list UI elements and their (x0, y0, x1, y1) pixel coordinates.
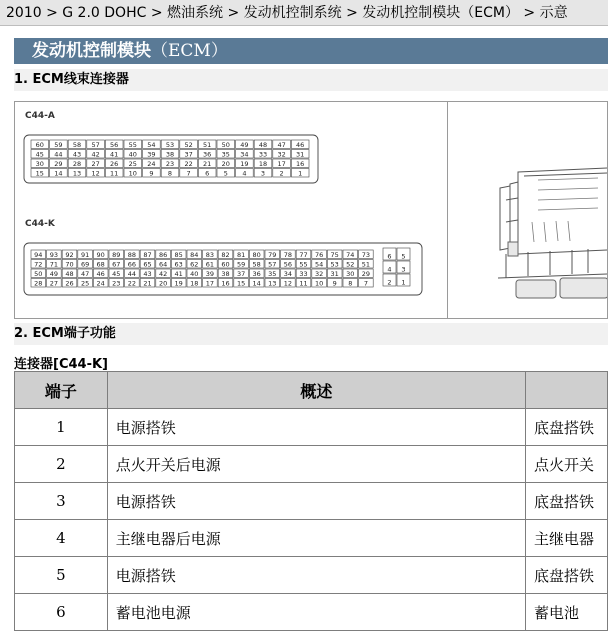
table-row (15, 594, 608, 631)
connector-heading: 连接器[C44-K] (14, 357, 108, 372)
connector-k-pin-number: 62 (190, 260, 199, 269)
connector-k-pin-number: 56 (283, 260, 293, 269)
connector-k-pin-number: 32 (314, 270, 324, 278)
page-title-text: 发动机控制模块 (32, 41, 151, 61)
connector-a-pin-number: 20 (221, 160, 230, 168)
section-ecm-terminal-function-title: 2. ECM端子功能 (14, 326, 116, 341)
connector-a-pin-number: 15 (35, 169, 44, 178)
connector-a-pin-number: 58 (72, 141, 82, 149)
connector-a-pin-number: 9 (149, 169, 154, 178)
connector-k-pin-number: 34 (283, 270, 293, 278)
connector-k-pin-number: 77 (299, 251, 308, 259)
section-ecm-connector-title: 1. ECM线束连接器 (14, 72, 129, 87)
connector-a-pin-number: 30 (35, 160, 44, 168)
connector-k-pin-number: 11 (299, 279, 308, 288)
connector-k-pin-number: 47 (80, 270, 90, 278)
connector-a-label: C44-A (25, 111, 55, 121)
connector-a-pin-number: 10 (128, 169, 137, 178)
cell-pin: 2 (15, 446, 108, 483)
connector-a-pin-number: 29 (54, 160, 63, 168)
cell-connection: 底盘搭铁 (526, 409, 608, 446)
connector-k-pin-number: 81 (236, 251, 246, 259)
connector-a-pin-number: 50 (221, 141, 230, 149)
connector-k-pin-number: 43 (143, 270, 152, 278)
connector-a-pin-number: 19 (240, 160, 249, 168)
connector-k-pin-number: 89 (112, 251, 121, 259)
connector-a-pin-number: 17 (277, 160, 286, 168)
connector-a-pin-number: 37 (184, 150, 193, 159)
connector-k-pin-number: 39 (205, 270, 215, 278)
connector-k-side-pin-number: 2 (387, 278, 392, 287)
connector-a-pin-number: 51 (203, 141, 212, 149)
connector-k-pin-number: 42 (158, 270, 168, 278)
connector-a-pin-number: 18 (258, 160, 268, 168)
connector-a-pin-number: 54 (147, 141, 156, 149)
connector-k-pin-number: 15 (236, 279, 246, 288)
cell-pin: 4 (15, 520, 108, 557)
connector-a-pin-number: 45 (35, 150, 44, 159)
connector-a-pin-number: 53 (165, 141, 175, 149)
page-title-paren: （ECM） (151, 41, 228, 61)
connector-k-pin-number: 33 (299, 270, 308, 278)
connector-k-pin-number: 31 (330, 270, 339, 278)
connector-k-pin-number: 23 (112, 279, 121, 288)
connector-a-pin-number: 32 (277, 150, 286, 159)
connector-k-pin-number: 38 (221, 270, 230, 278)
connector-k-pin-number: 68 (96, 260, 105, 269)
connector-a-pin-number: 35 (221, 150, 230, 159)
connector-k-pin-number: 72 (34, 260, 43, 269)
cell-connection: 蓄电池 (526, 594, 608, 631)
table-row (15, 557, 608, 594)
connector-k-pin-number: 41 (174, 270, 183, 278)
header-description: 概述 (107, 372, 525, 409)
connector-k-pin-number: 30 (346, 270, 355, 278)
cell-connection: 底盘搭铁 (526, 557, 608, 594)
connector-k-pin-number: 19 (174, 279, 183, 288)
connector-a-pin-number: 11 (110, 169, 119, 178)
cell-connection: 点火开关 (526, 446, 608, 483)
connector-k-label: C44-K (25, 219, 55, 229)
connector-k-pin-number: 71 (49, 260, 59, 269)
cell-description: 电源搭铁 (107, 557, 525, 594)
connector-k-pin-number: 59 (236, 260, 246, 269)
connector-k-pin-number: 60 (221, 260, 230, 269)
connector-k-pin-number: 50 (34, 270, 43, 278)
connector-k-pin-number: 45 (112, 270, 121, 278)
connector-k-side-pin-number: 6 (387, 252, 392, 261)
connector-a-pin-number: 21 (203, 160, 212, 168)
connector-k-pin-number: 10 (314, 279, 324, 288)
connector-a-pin-number: 7 (186, 169, 191, 178)
connector-k-pin-number: 48 (65, 270, 74, 278)
connector-k-pin-number: 13 (268, 279, 277, 288)
cell-pin: 6 (15, 594, 108, 631)
connector-a-pin-number: 5 (223, 169, 228, 178)
connector-a-pin-number: 25 (128, 160, 137, 168)
connector-k-pin-number: 78 (283, 251, 293, 259)
connector-k-pin-number: 26 (65, 279, 74, 288)
connector-a-pin-number: 24 (147, 160, 156, 168)
cell-pin: 3 (15, 483, 108, 520)
table-row (15, 483, 608, 520)
cell-connection: 主继电器 (526, 520, 608, 557)
connector-k-pin-number: 18 (190, 279, 199, 288)
connector-a-pin-number: 33 (258, 150, 268, 159)
breadcrumb: 2010 > G 2.0 DOHC > 燃油系统 > 发动机控制系统 > 发动机控制模块（ECM） > 示意 (0, 0, 608, 26)
connector-a-pin-number: 57 (91, 141, 100, 149)
connector-k-pin-number: 12 (283, 279, 293, 288)
connector-k-pin-number: 86 (158, 251, 168, 259)
ecm-module-illustration (448, 102, 608, 318)
table-row (15, 409, 608, 446)
connector-k-pin-number: 61 (205, 260, 215, 269)
cell-description: 主继电器后电源 (107, 520, 525, 557)
connector-k-pin-number: 94 (34, 251, 43, 259)
cell-pin: 1 (15, 409, 108, 446)
cell-description: 电源搭铁 (107, 409, 525, 446)
connector-a-pin-number: 2 (279, 169, 284, 178)
connector-a-pin-number: 12 (91, 169, 100, 178)
connector-k-pin-number: 87 (143, 251, 152, 259)
connector-k-pin-number: 36 (252, 270, 261, 278)
connector-k-pin-number: 90 (96, 251, 105, 259)
connector-a-pin-number: 27 (91, 160, 100, 168)
section-ecm-connector (14, 69, 608, 91)
connector-diagram (14, 101, 608, 319)
connector-k-pinout (23, 242, 425, 298)
connector-k-pin-number: 84 (190, 251, 199, 259)
connector-k-pin-number: 73 (361, 251, 371, 259)
connector-a-pin-number: 3 (260, 169, 266, 178)
connector-k-side-pin-number: 3 (401, 265, 406, 274)
connector-a-pin-number: 46 (296, 141, 305, 149)
connector-k-pin-number: 88 (127, 251, 137, 259)
connector-a-pin-number: 47 (277, 141, 286, 149)
connector-k-pin-number: 14 (252, 279, 261, 288)
connector-a-pin-number: 1 (298, 169, 303, 178)
connector-a-pin-number: 34 (240, 150, 249, 159)
connector-a-pin-number: 41 (110, 150, 119, 159)
cell-pin: 5 (15, 557, 108, 594)
connector-a-pin-number: 55 (128, 141, 137, 149)
connector-a-pin-number: 26 (110, 160, 119, 168)
connector-k-pin-number: 79 (268, 251, 277, 259)
connector-a-pin-number: 40 (128, 150, 137, 159)
cell-description: 电源搭铁 (107, 483, 525, 520)
connector-k-pin-number: 8 (348, 279, 353, 288)
connector-k-pin-number: 16 (221, 279, 230, 288)
connector-a-pin-number: 31 (296, 150, 305, 159)
connector-k-pin-number: 37 (236, 270, 246, 278)
connector-a-pin-number: 60 (35, 141, 44, 149)
connector-k-pin-number: 22 (127, 279, 137, 288)
connector-a-pin-number: 28 (72, 160, 82, 168)
connector-k-pin-number: 40 (190, 270, 199, 278)
connector-k-side-pin-number: 5 (401, 252, 406, 261)
connector-a-pin-number: 38 (165, 150, 175, 159)
connector-k-pin-number: 82 (221, 251, 230, 259)
connector-k-pin-number: 80 (252, 251, 261, 259)
connector-k-pin-number: 57 (268, 260, 277, 269)
cell-description: 点火开关后电源 (107, 446, 525, 483)
connector-k-pin-number: 46 (96, 270, 105, 278)
connector-a-pin-number: 44 (54, 150, 63, 159)
connector-k-pin-number: 85 (174, 251, 183, 259)
connector-k-pin-number: 74 (346, 251, 355, 259)
connector-k-pin-number: 83 (205, 251, 215, 259)
connector-a-pin-number: 22 (184, 160, 193, 168)
connector-a-pin-number: 36 (203, 150, 212, 159)
connector-k-pin-number: 24 (96, 279, 105, 288)
connector-k-pin-number: 92 (65, 251, 74, 259)
connector-a-pin-number: 8 (167, 169, 173, 178)
connector-a-pin-number: 42 (91, 150, 100, 159)
connector-k-pin-number: 20 (158, 279, 168, 288)
connector-a-pin-number: 13 (72, 169, 82, 178)
connector-k-pin-number: 58 (252, 260, 261, 269)
connector-k-pin-number: 54 (314, 260, 324, 269)
connector-k-pin-number: 69 (80, 260, 90, 269)
connector-a-pin-number: 56 (110, 141, 119, 149)
connector-k-pin-number: 28 (34, 279, 43, 288)
section-ecm-terminal-function (14, 323, 608, 345)
connector-a-pin-number: 39 (147, 150, 156, 159)
connector-a-pinout (23, 134, 321, 186)
connector-k-pin-number: 27 (49, 279, 59, 288)
connector-k-side-pin-number: 1 (401, 278, 406, 287)
connector-k-pin-number: 55 (299, 260, 308, 269)
connector-k-pin-number: 52 (346, 260, 355, 269)
connector-k-pin-number: 70 (65, 260, 74, 269)
terminal-table (14, 371, 608, 631)
connector-k-pin-number: 44 (127, 270, 137, 278)
connector-k-pin-number: 25 (80, 279, 90, 288)
connector-k-pin-number: 91 (80, 251, 90, 259)
connector-k-pin-number: 53 (330, 260, 339, 269)
page-title (14, 38, 608, 64)
connector-k-pin-number: 21 (143, 279, 152, 288)
connector-a-pin-number: 52 (184, 141, 193, 149)
connector-k-pin-number: 66 (127, 260, 137, 269)
table-header-row (15, 372, 608, 409)
header-terminal: 端子 (15, 372, 108, 409)
connector-k-pin-number: 75 (330, 251, 339, 259)
connector-k-pin-number: 51 (361, 260, 371, 269)
connector-k-pin-number: 67 (112, 260, 121, 269)
table-row (15, 520, 608, 557)
connector-a-pin-number: 16 (296, 160, 305, 168)
cell-description: 蓄电池电源 (107, 594, 525, 631)
connector-a-pin-number: 6 (205, 169, 210, 178)
connector-k-pin-number: 49 (49, 270, 59, 278)
connector-a-pin-number: 59 (54, 141, 63, 149)
cell-connection: 底盘搭铁 (526, 483, 608, 520)
connector-k-pin-number: 63 (174, 260, 183, 269)
connector-k-pin-number: 17 (205, 279, 215, 288)
header-connection (526, 372, 608, 409)
connector-a-pin-number: 14 (54, 169, 63, 178)
connector-k-pin-number: 64 (158, 260, 168, 269)
connector-a-pin-number: 23 (165, 160, 175, 168)
connector-a-pin-number: 4 (242, 169, 247, 178)
connector-k-pin-number: 65 (143, 260, 152, 269)
connector-k-pin-number: 29 (361, 270, 371, 278)
connector-k-side-pin-number: 4 (387, 265, 392, 274)
connector-k-pin-number: 93 (49, 251, 59, 259)
connector-k-pin-number: 76 (314, 251, 324, 259)
connector-k-pin-number: 35 (268, 270, 277, 278)
connector-k-pin-number: 7 (363, 279, 368, 288)
connector-a-pin-number: 48 (258, 141, 268, 149)
table-row (15, 446, 608, 483)
connector-k-pin-number: 9 (332, 279, 337, 288)
connector-a-pin-number: 43 (72, 150, 82, 159)
connector-a-pin-number: 49 (240, 141, 249, 149)
